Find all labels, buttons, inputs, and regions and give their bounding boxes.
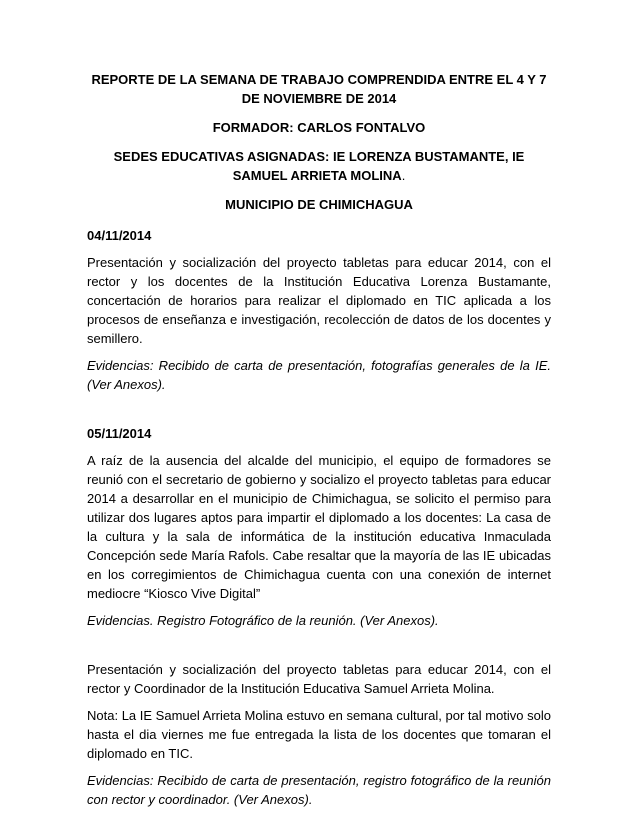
- entry-paragraph: Presentación y socialización del proyecto tabletas para educar 2014, con el rector y Coordinador de la Institución Educativa Samuel Arrieta Molina.: [87, 662, 551, 696]
- entry-paragraph: A raíz de la ausencia del alcalde del municipio, el equipo de formadores se reunió con el secretario de gobierno y socializo el proyecto tabletas para educar 2014 a desarrollar en el municipio de Chimichagua, se solicito el permiso para utilizar dos lugares aptos para impartir el diplomado a los docentes: La casa de la cultura y la sala de informática de la institución educativa Inmaculada Concepción sede María Rafols. Cabe resaltar que la mayoría de las IE ubicadas en los corregimientos de Chimichagua cuenta con una conexión de internet mediocre “Kiosco Vive Digital”: [87, 453, 551, 601]
- entry-evidence: Evidencias: Recibido de carta de presentación, fotografías generales de la IE. (Ver Anexos).: [87, 358, 551, 392]
- report-title: REPORTE DE LA SEMANA DE TRABAJO COMPRENDIDA ENTRE EL 4 Y 7 DE NOVIEMBRE DE 2014: [91, 72, 547, 106]
- entry-date: 05/11/2014: [87, 426, 152, 441]
- sedes-period: .: [401, 168, 406, 183]
- entry-evidence: Evidencias: Recibido de carta de presentación, registro fotográfico de la reunión con rector y coordinador. (Ver Anexos).: [87, 773, 551, 807]
- entry-paragraph: Presentación y socialización del proyecto tabletas para educar 2014, con el rector y los docentes de la Institución Educativa Lorenza Bustamante, concertación de horarios para realizar el diplomado en TIC aplicada a los procesos de enseñanza e investigación, recolección de datos de los docentes y semillero.: [87, 255, 551, 346]
- entry-date: 04/11/2014: [87, 228, 152, 243]
- entry-evidence: Evidencias. Registro Fotográfico de la reunión. (Ver Anexos).: [87, 613, 439, 628]
- sedes-heading: [87, 147, 551, 185]
- sedes-text: SEDES EDUCATIVAS ASIGNADAS: IE LORENZA BUSTAMANTE, IE SAMUEL ARRIETA MOLINA: [113, 149, 525, 183]
- municipio-heading: MUNICIPIO DE CHIMICHAGUA: [225, 197, 413, 212]
- entry-note: Nota: La IE Samuel Arrieta Molina estuvo en semana cultural, por tal motivo solo hasta el dia viernes me fue entregada la lista de los docentes que tomaran el diplomado en TIC.: [87, 708, 551, 761]
- formador-heading: FORMADOR: CARLOS FONTALVO: [212, 120, 426, 135]
